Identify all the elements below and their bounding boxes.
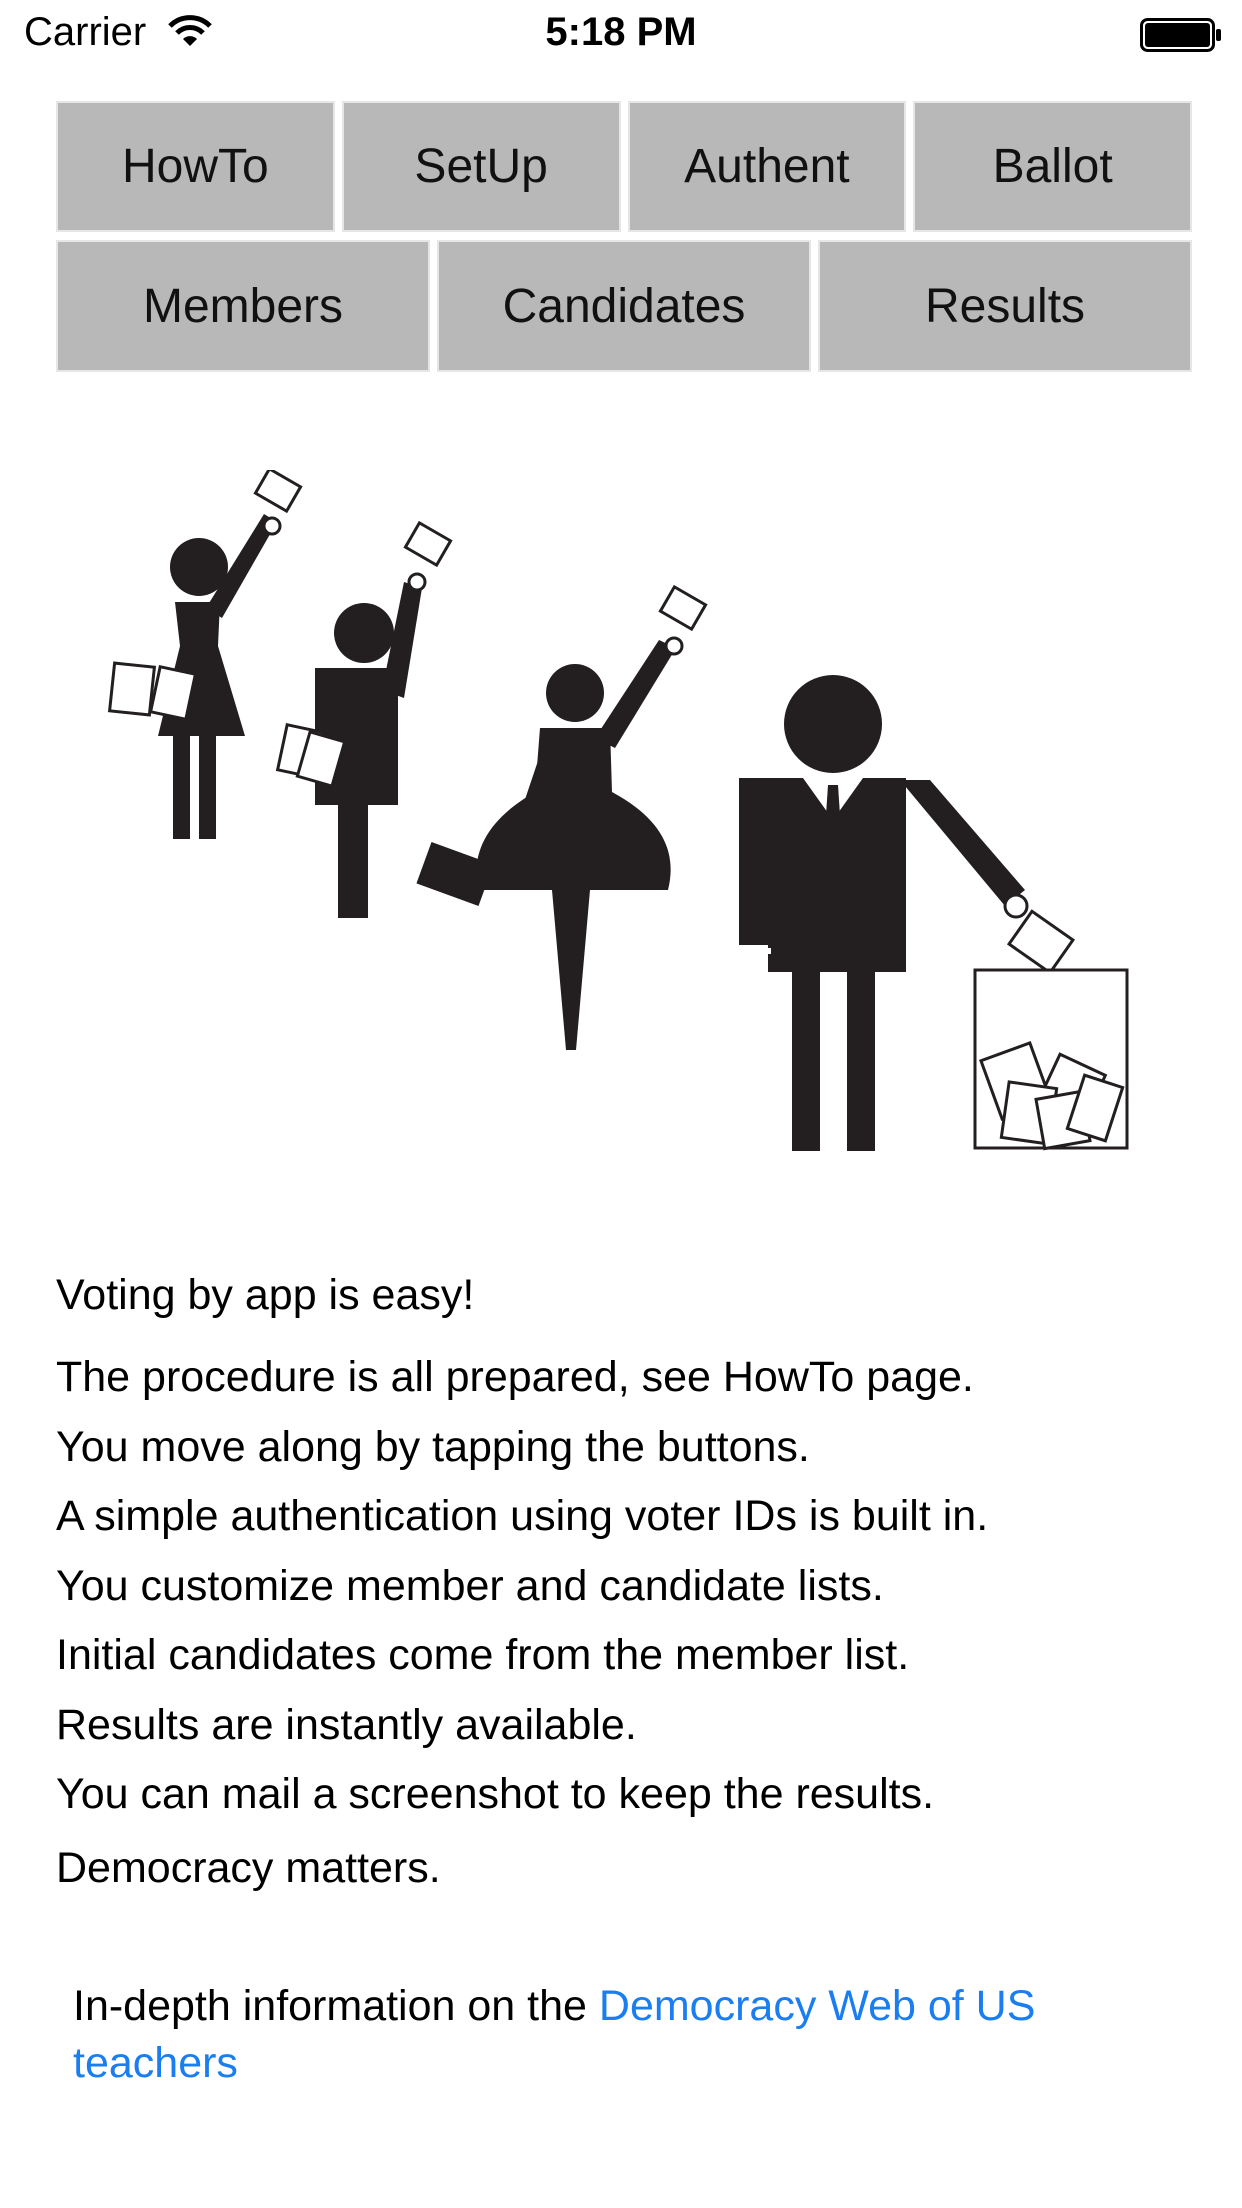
members-button[interactable]: Members xyxy=(56,240,430,372)
democracy-web-link[interactable]: Democracy Web of US teachers xyxy=(73,1982,1036,2087)
voting-illustration xyxy=(100,470,1140,1160)
authent-button[interactable]: Authent xyxy=(628,101,907,232)
tab-row-1 xyxy=(56,101,1192,232)
howto-button[interactable]: HowTo xyxy=(56,101,335,232)
status-bar xyxy=(0,0,1242,72)
feature-line: The procedure is all prepared, see HowTo page. xyxy=(56,1353,974,1401)
feature-line: A simple authentication using voter IDs is built in. xyxy=(56,1492,989,1540)
results-button[interactable]: Results xyxy=(818,240,1192,372)
feature-line: Results are instantly available. xyxy=(56,1700,637,1749)
feature-line: You customize member and candidate lists. xyxy=(56,1561,884,1610)
feature-list xyxy=(56,1343,1196,1830)
footer-info xyxy=(73,1978,1183,2092)
battery-icon xyxy=(1140,18,1222,52)
intro-text xyxy=(56,1265,1196,1898)
status-time: 5:18 PM xyxy=(545,10,697,54)
intro-closing: Democracy matters. xyxy=(56,1843,441,1892)
feature-line: You can mail a screenshot to keep the results. xyxy=(56,1770,935,1818)
intro-headline: Voting by app is easy! xyxy=(56,1271,475,1319)
voter-figure-3 xyxy=(416,640,676,1050)
carrier-label: Carrier xyxy=(24,10,147,54)
feature-line: Initial candidates come from the member list. xyxy=(56,1631,910,1679)
footer-prefix: In-depth information on the xyxy=(73,1982,599,2030)
feature-line: You move along by tapping the buttons. xyxy=(56,1422,810,1471)
tab-row-2 xyxy=(56,240,1192,372)
candidates-button[interactable]: Candidates xyxy=(437,240,811,372)
ballot-button[interactable]: Ballot xyxy=(913,101,1192,232)
setup-button[interactable]: SetUp xyxy=(342,101,621,232)
